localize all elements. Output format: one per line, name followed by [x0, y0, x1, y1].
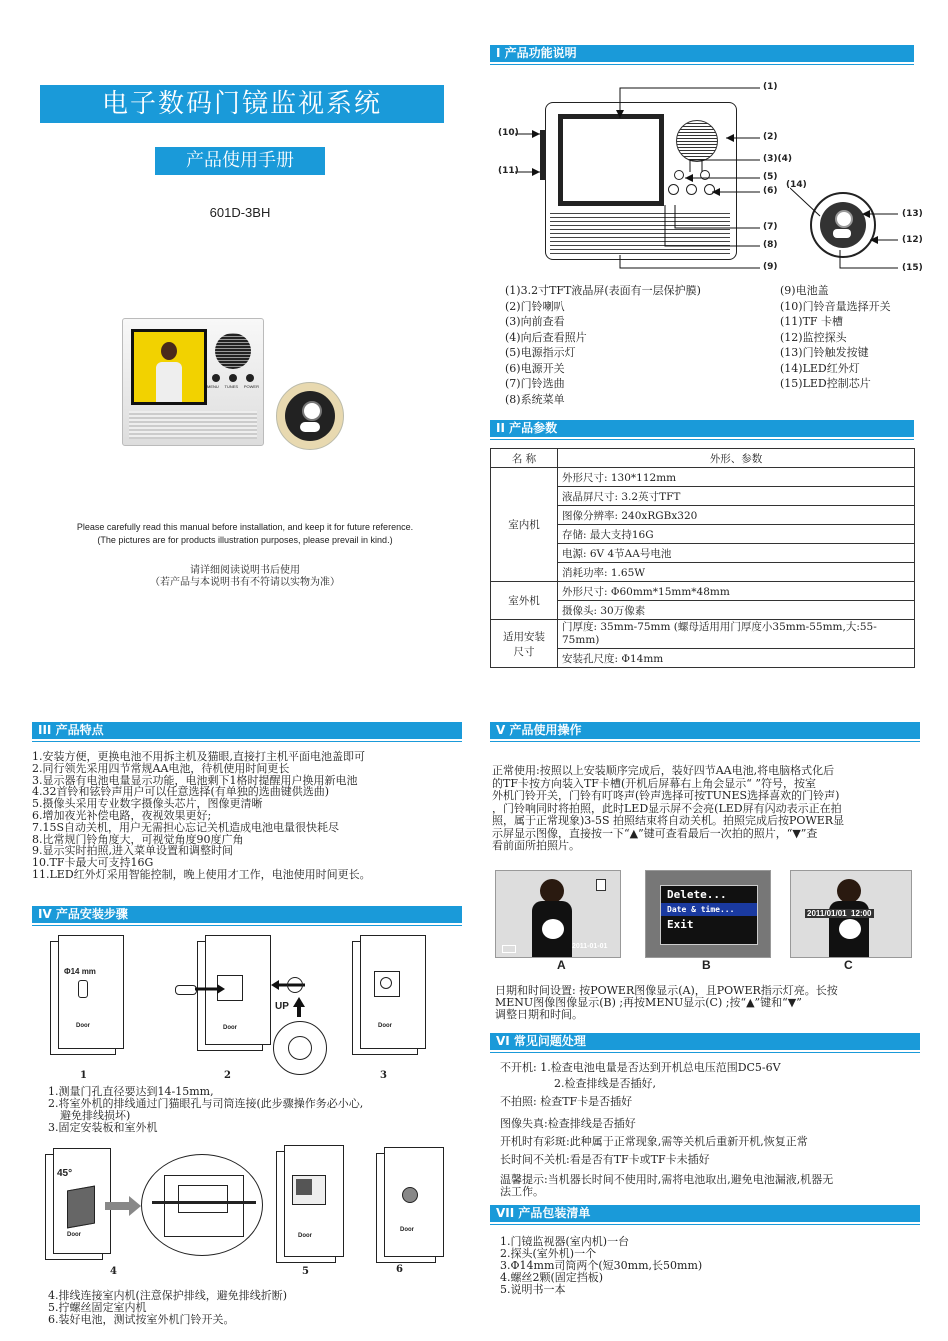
door-label: Door	[400, 1227, 414, 1233]
install-step-4	[45, 1148, 265, 1263]
list-item: 11.LED红外灯采用智能控制，晚上使用才工作，电池使用时间更长。	[32, 867, 371, 881]
list-item: 2.探头(室外机)一个	[500, 1247, 597, 1260]
function-item: (2)门铃喇叭	[505, 299, 565, 313]
list-item: 6.增加夜光补偿电路，夜视效果更好;	[32, 808, 212, 822]
indoor-screen-image	[131, 329, 207, 405]
button-row	[207, 374, 259, 389]
list-item: 法工作。	[500, 1185, 544, 1198]
paragraph-line: 照，属于正常现象)3-5S 拍照结束将自动关机。拍照完成后按POWER显	[492, 814, 845, 827]
menu-label: MENU	[207, 384, 219, 389]
indoor-unit-photo	[122, 318, 264, 446]
list-item: 3.显示器有电池电量显示功能，电池剩下1格时提醒用户换用新电池	[32, 773, 358, 787]
list-item: 7.15S自动关机，用户无需担心忘记关机造成电池电量很快耗尽	[32, 820, 340, 834]
device-diagram	[490, 70, 930, 280]
function-item: (6)电源开关	[505, 361, 565, 375]
list-item: 5.拧螺丝固定室内机	[48, 1301, 147, 1314]
table-cell: 电源: 6V 4节AA号电池	[558, 544, 915, 563]
install-step-2	[175, 935, 335, 1075]
callout-13: (13)	[902, 209, 923, 219]
photo-c	[790, 870, 912, 958]
function-item: (13)门铃触发按键	[780, 346, 869, 359]
up-arrow-icon	[293, 997, 305, 1017]
list-item: 9.显示实时拍照,进入菜单设置和调整时间	[32, 844, 233, 858]
door-label: Door	[223, 1025, 237, 1031]
list-item: 4.32首铃和铉铃声用户可以任意选择(有单独的选曲键供选曲)	[32, 785, 330, 799]
battery-icon	[502, 945, 516, 953]
function-item: (10)门铃音量选择开关	[780, 299, 891, 313]
function-item: (3)向前查看	[505, 315, 565, 328]
table-row	[491, 620, 915, 649]
list-item: 开机时有彩斑:此种属于正常现象,需等关机后重新开机,恢复正常	[500, 1135, 808, 1148]
list-item: 1.门镜监视器(室内机)一台	[500, 1235, 630, 1248]
install-step-5	[276, 1145, 356, 1263]
angle-label: 45°	[57, 1168, 73, 1179]
step-number: 2	[224, 1070, 231, 1081]
section-7-header: VII 产品包装清单	[490, 1205, 920, 1222]
notice-chinese-2: （若产品与本说明书有不符请以实物为准）	[150, 577, 340, 588]
step-number: 6	[396, 1264, 403, 1275]
list-item: 4.排线连接室内机(注意保护排线，避免排线折断)	[48, 1289, 288, 1302]
hole-size-label: Φ14 mm	[64, 967, 96, 976]
cover-subtitle: 产品使用手册	[155, 147, 325, 175]
list-item: 5.说明书一本	[500, 1283, 566, 1296]
callout-1: (1)	[763, 82, 778, 92]
usage-paragraph	[492, 765, 844, 853]
table-cell: 门厚度: 35mm-75mm (螺母适用用门厚度小35mm-55mm,大:55-75mm)	[558, 620, 915, 649]
step-number: 1	[80, 1070, 87, 1081]
function-item: (1)3.2寸TFT液晶屏(表面有一层保护膜)	[505, 284, 701, 297]
function-item: (4)向后查看照片	[505, 330, 587, 344]
function-item: (15)LED控制芯片	[780, 377, 871, 390]
cover-title: 电子数码门镜监视系统	[40, 85, 444, 123]
list-item: 8.比常规门铃角度大，可视觉角度90度广角	[32, 832, 244, 846]
table-header: 外形、参数	[558, 449, 915, 468]
table-header: 名 称	[491, 449, 558, 468]
up-label: UP	[275, 1001, 289, 1012]
paragraph-line: 看前面所拍照片。	[492, 839, 580, 852]
callout-15: (15)	[902, 263, 923, 273]
door-label: Door	[378, 1023, 392, 1029]
list-item: 5.摄像头采用专业数字摄像头芯片，图像更清晰	[32, 797, 263, 811]
callout-3-4: (3)(4)	[763, 154, 792, 164]
package-list	[500, 1236, 702, 1296]
table-cell: 存储: 最大支持16G	[558, 525, 915, 544]
section-3-header: III 产品特点	[32, 722, 462, 739]
function-item: (11)TF 卡槽	[780, 315, 844, 328]
caption-line: 日期和时间设置: 按POWER图像显示(A)，且POWER指示灯亮。长按	[495, 984, 838, 997]
photo-label-a: A	[557, 958, 566, 972]
table-cell: 外形尺寸: 130*112mm	[558, 468, 915, 487]
table-cell: 外形尺寸: Φ60mm*15mm*48mm	[558, 582, 915, 601]
paragraph-line: ，门铃响同时将拍照，此时LED显示屏不会亮(LED屏有闪动表示正在拍	[492, 801, 842, 815]
photo-label-c: C	[844, 958, 853, 972]
right-arrow-icon	[105, 1196, 145, 1216]
callout-6: (6)	[763, 186, 778, 196]
install-step-6	[376, 1147, 456, 1265]
photo-c-datetime: 2011/01/01 12:00	[807, 909, 872, 918]
list-item: 4.螺丝2颗(固定挡板)	[500, 1271, 604, 1284]
model-number: 601D-3BH	[209, 205, 271, 220]
list-item: 2.将室外机的排线通过门猫眼孔与司筒连接(此步骤操作务必小心,	[48, 1097, 364, 1110]
woman-figure	[156, 342, 182, 402]
base-grill	[129, 411, 257, 439]
callout-10: (10)	[498, 128, 519, 138]
paragraph-line: 外机门铃开关，门铃有叮咚声(铃声选择可按TUNES选择喜欢的门铃声)	[492, 789, 840, 802]
outdoor-camera-photo	[276, 382, 344, 450]
section-2-header: II 产品参数	[490, 420, 914, 437]
door-label: Door	[67, 1232, 81, 1238]
list-item: 不拍照: 检查TF卡是否插好	[500, 1095, 633, 1108]
notice-english-1: Please carefully read this manual before installation, and keep it for future reference.	[76, 522, 414, 532]
paragraph-line: 的TF卡按方向装入TF卡槽(开机后屏幕右上角会显示“ ”符号，按室	[492, 776, 816, 790]
callout-11: (11)	[498, 166, 519, 176]
list-item: 10.TF卡最大可支持16G	[32, 856, 154, 870]
caption-line: MENU图像图像显示(B) ;再按MENU显示(C) ;按“▲”键和“▼”	[495, 996, 802, 1009]
callout-8: (8)	[763, 240, 778, 250]
list-item: 1.测量门孔直径要达到14-15mm,	[48, 1085, 214, 1098]
notice-chinese-1: 请详细阅读说明书后使用	[190, 565, 300, 576]
table-cell: 图像分辨率: 240xRGBx320	[558, 506, 915, 525]
table-row	[491, 468, 915, 487]
paragraph-line: 示屏显示图像，直接按一下“▲”键可查看最后一次拍的照片，“▼”查	[492, 826, 818, 840]
group-name: 室外机	[491, 582, 558, 620]
callout-5: (5)	[763, 172, 778, 182]
list-item: 不开机: 1.检查电池电量是否达到开机总电压范围DC5-6V	[500, 1061, 781, 1074]
datetime-caption	[495, 985, 838, 1021]
table-cell: 摄像头: 30万像素	[558, 601, 915, 620]
section-6-header: VI 常见问题处理	[490, 1033, 920, 1050]
tf-card-icon	[596, 879, 606, 891]
paragraph-line: 正常使用:按照以上安装顺序完成后，装好四节AA电池,将电脑格式化后	[492, 764, 835, 777]
insert-arrows	[195, 975, 335, 1015]
caption-line: 调整日期和时间。	[495, 1008, 583, 1021]
list-item: 长时间不关机:看是否有TF卡或TF卡未插好	[500, 1153, 710, 1166]
step-number: 5	[302, 1266, 309, 1277]
function-list-left	[505, 283, 701, 407]
install-step-1	[50, 935, 130, 1060]
list-item: 1.安装方便，更换电池不用拆主机及猫眼,直接打主机平面电池盖即可	[32, 750, 365, 763]
list-item: 6.装好电池，测试按室外机门铃开关。	[48, 1313, 235, 1326]
speaker-grill	[215, 333, 251, 369]
install-steps-4-6	[48, 1290, 287, 1326]
callout-2: (2)	[763, 132, 778, 142]
section-1-header: I 产品功能说明	[490, 45, 914, 62]
list-item: 3.Φ14mm司筒两个(短30mm,长50mm)	[500, 1259, 703, 1272]
table-cell: 消耗功率: 1.65W	[558, 563, 915, 582]
function-item: (12)监控探头	[780, 330, 847, 344]
table-cell: 安装孔尺度: Φ14mm	[558, 649, 915, 668]
table-row	[491, 449, 915, 468]
group-name: 室内机	[491, 468, 558, 582]
list-item: 2.同行领先采用四节常规AA电池，待机使用时间更长	[32, 761, 290, 775]
notice-english-2: (The pictures are for products illustration purposes, please prevail in kind.)	[97, 535, 393, 545]
install-step-3	[352, 935, 432, 1060]
list-item: 图像失真:检查排线是否插好	[500, 1117, 636, 1130]
callout-14: (14)	[786, 180, 807, 190]
group-name: 适用安装尺寸	[491, 620, 558, 668]
tunes-label: TUNES	[224, 384, 239, 389]
photo-a-date: 2011-01-01	[572, 943, 608, 950]
spec-table	[490, 448, 915, 668]
list-item: 避免排线损坏)	[60, 1109, 131, 1122]
callout-9: (9)	[763, 262, 778, 272]
section-4-header: IV 产品安装步骤	[32, 906, 462, 923]
list-item: 2.检查排线是否插好,	[554, 1077, 656, 1090]
power-label: POWER	[243, 384, 259, 389]
function-list-right	[780, 283, 891, 392]
features-list	[32, 751, 371, 881]
callout-12: (12)	[902, 235, 923, 245]
photo-b	[645, 870, 771, 958]
step-number: 3	[380, 1070, 387, 1081]
photo-label-b: B	[702, 958, 711, 972]
function-item: (7)门铃选曲	[505, 377, 565, 390]
install-steps-1-3	[48, 1086, 363, 1134]
menu-item-delete[interactable]: Delete...	[667, 888, 727, 901]
section-5-header: V 产品使用操作	[490, 722, 920, 739]
menu-box	[660, 885, 758, 945]
callout-7: (7)	[763, 222, 778, 232]
step-number: 4	[110, 1266, 117, 1277]
function-item: (8)系统菜单	[505, 392, 565, 406]
menu-item-exit[interactable]: Exit	[667, 918, 694, 931]
table-row	[491, 582, 915, 601]
door-label: Door	[298, 1233, 312, 1239]
photo-a	[495, 870, 621, 958]
door-label: Door	[76, 1023, 90, 1029]
menu-item-date-time[interactable]: Date & time...	[661, 903, 757, 916]
list-item: 3.固定安装板和室外机	[48, 1121, 158, 1134]
table-cell: 液晶屏尺寸: 3.2英寸TFT	[558, 487, 915, 506]
function-item: (14)LED红外灯	[780, 361, 860, 375]
function-item: (5)电源指示灯	[505, 346, 576, 359]
list-item: 温馨提示:当机器长时间不使用时,需将电池取出,避免电池漏液,机器无	[500, 1173, 834, 1186]
function-item: (9)电池盖	[780, 284, 829, 297]
